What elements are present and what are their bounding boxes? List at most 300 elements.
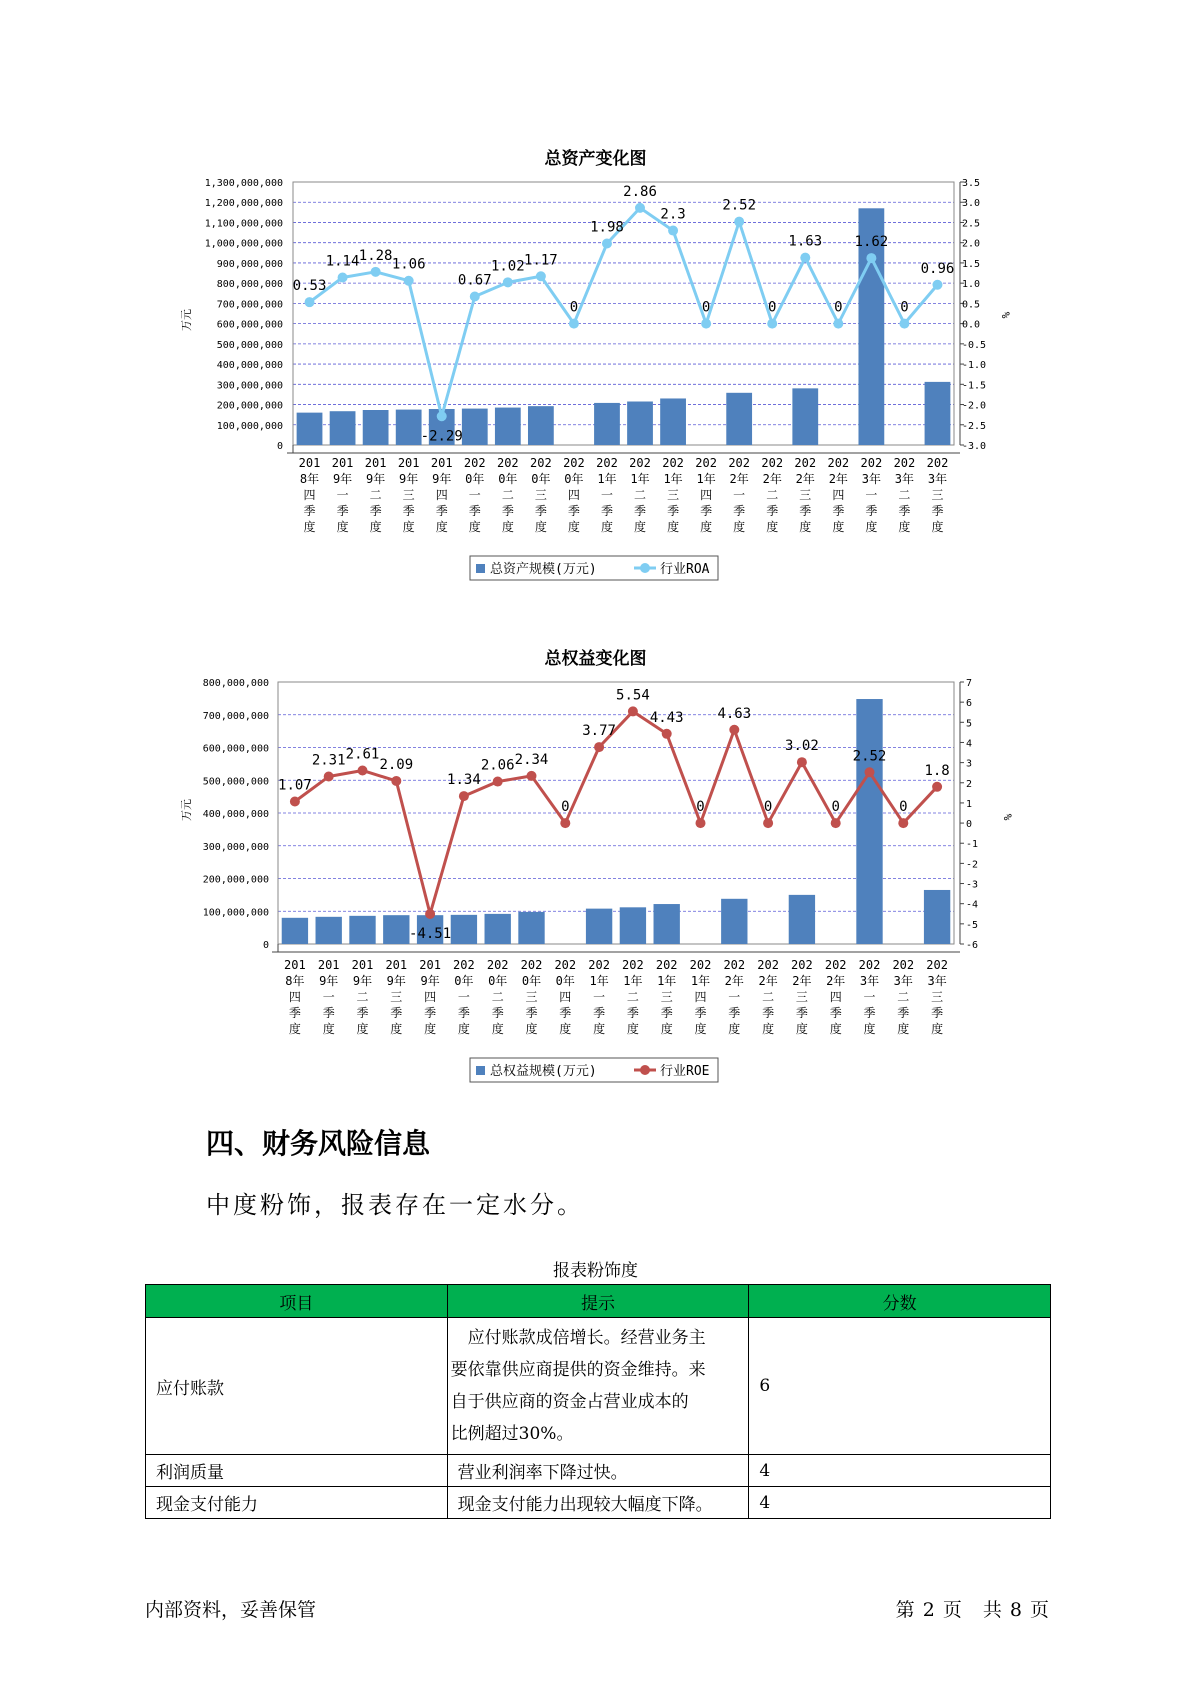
bar [383,915,409,944]
bar [462,409,488,445]
y-tick-label-right: -2 [966,859,979,871]
line-point [668,226,678,236]
x-tick-label: 202 [596,456,618,470]
y-tick-label-right: -1.0 [962,360,987,372]
y-tick-label-left: 600,000,000 [202,743,269,755]
line-point [459,791,469,801]
x-tick-label: 度 [832,520,845,534]
data-label: 1.14 [325,253,360,270]
bar [856,699,882,944]
x-tick-label: 度 [525,1022,538,1036]
data-label: 0 [834,299,843,316]
x-tick-label: 四 [832,488,845,502]
bar [528,406,554,445]
x-tick-label: 度 [733,520,746,534]
table-header-score: 分数 [749,1285,1051,1318]
data-label: 1.07 [278,777,312,794]
y-axis-label-left: 万元 [180,799,193,821]
y-tick-label-left: 500,000,000 [202,776,269,788]
x-tick-label: 202 [791,958,813,972]
y-tick-label-right: -4 [966,899,979,911]
data-label: 0 [569,299,579,316]
data-label: 0.96 [920,260,955,277]
x-tick-label: 三 [795,990,808,1004]
x-tick-label: 一 [593,990,606,1004]
bar [485,914,511,944]
line-point [833,319,843,329]
line-point [899,319,909,329]
x-tick-label: 季 [795,1006,808,1020]
x-tick-label: 202 [655,958,678,972]
x-tick-label: 202 [520,958,543,972]
x-tick-label: 度 [435,520,448,534]
section-heading: 四、财务风险信息 [206,1127,431,1160]
x-tick-label: 三 [390,990,403,1004]
line-point [404,276,414,286]
line-point [290,797,300,807]
bar [495,408,521,445]
legend-label-bar: 总资产规模(万元) [490,562,597,577]
x-tick-label: 9年 [352,974,373,988]
x-tick-label: 季 [356,1006,369,1020]
x-tick-label: 度 [799,520,812,534]
x-tick-label: 季 [694,1006,707,1020]
x-tick-label: 季 [863,1006,876,1020]
x-tick-label: 3年 [927,472,948,486]
x-tick-label: 季 [829,1006,842,1020]
x-tick-label: 3年 [893,974,913,988]
y-tick-label-right: -1.5 [962,380,987,392]
x-tick-label: 一 [322,990,335,1004]
x-tick-label: 201 [419,958,441,972]
data-label: 1.62 [854,234,889,251]
x-tick-label: 2年 [758,974,778,988]
x-tick-label: 度 [390,1022,403,1036]
line-point [763,818,773,828]
x-tick-label: 度 [863,1022,876,1036]
bar [789,895,815,944]
x-tick-label: 季 [390,1006,403,1020]
data-label: -4.51 [409,925,452,942]
bar [297,413,323,445]
x-tick-label: 202 [463,456,486,470]
data-label: -2.29 [420,428,463,445]
x-tick-label: 季 [799,504,812,518]
x-tick-label: 202 [892,958,915,972]
x-tick-label: 202 [695,456,717,470]
x-tick-label: 一 [733,488,746,502]
y-tick-label-right: 5 [966,718,973,730]
x-tick-label: 季 [865,504,878,518]
x-tick-label: 0年 [488,974,508,988]
line-point [866,253,876,263]
x-tick-label: 度 [660,1022,673,1036]
y-tick-label-right: -3.0 [962,441,987,452]
table-cell-hint: 营业利润率下降过快。 [447,1455,749,1487]
x-tick-label: 季 [567,504,580,518]
data-label: 1.17 [524,252,558,269]
x-tick-label: 季 [559,1006,572,1020]
y-tick-label-right: 0.0 [962,319,981,331]
x-tick-label: 度 [865,520,878,534]
x-tick-label: 202 [893,456,916,470]
bar [726,393,752,445]
x-tick-label: 度 [457,1022,470,1036]
x-tick-label: 9年 [319,974,339,988]
table-row [146,1455,1051,1487]
hint-line: 要依靠供应商提供的资金维持。来 [450,1360,706,1380]
x-tick-label: 0年 [564,472,584,486]
x-tick-label: 0年 [555,974,575,988]
x-tick-label: 度 [626,1022,639,1036]
data-label: 3.77 [582,723,616,740]
y-tick-label-left: 400,000,000 [202,809,269,820]
x-tick-label: 度 [667,520,680,534]
y-tick-label-right: 2.0 [962,238,981,250]
x-tick-label: 一 [600,488,613,502]
bar [792,388,818,445]
y-tick-label-right: -6 [966,940,979,951]
chart-title-total-assets: 总资产变化图 [544,149,647,169]
x-tick-label: 二 [491,990,504,1004]
x-tick-label: 度 [402,520,415,534]
bar [330,411,356,445]
data-label: 2.52 [852,748,887,765]
legend-swatch-point [640,563,650,573]
line-point [437,411,447,421]
x-tick-label: 四 [288,990,301,1004]
y-tick-label-right: -5 [966,919,979,931]
x-tick-label: 202 [662,456,684,470]
line-point [560,818,570,828]
x-tick-label: 二 [766,488,779,502]
table-cell-item: 利润质量 [146,1455,448,1487]
x-tick-label: 二 [634,488,647,502]
x-tick-label: 一 [468,488,481,502]
x-tick-label: 202 [824,958,847,972]
bar [594,403,620,445]
y-axis-label-right: % [1001,813,1014,821]
legend-label-bar: 总权益规模(万元) [490,1064,597,1079]
data-label: 1.8 [924,762,950,779]
y-tick-label-left: 600,000,000 [216,319,283,331]
x-tick-label: 2年 [762,472,782,486]
data-label: 0 [696,799,705,816]
line-point [425,909,435,919]
line-point [635,203,645,213]
x-tick-label: 四 [700,488,713,502]
risk-table [145,1284,1051,1519]
line-point [734,217,744,227]
x-tick-label: 度 [369,520,382,534]
x-tick-label: 1年 [630,472,650,486]
x-tick-label: 一 [865,488,878,502]
y-tick-label-left: 700,000,000 [216,299,283,311]
x-tick-label: 二 [501,488,514,502]
table-caption: 报表粉饰度 [553,1261,638,1281]
section-summary: 中度粉饰，报表存在一定水分。 [206,1191,584,1219]
x-tick-label: 202 [926,958,948,972]
table-header-row [146,1285,1051,1318]
data-label: 2.31 [311,752,346,769]
x-tick-label: 二 [898,488,911,502]
line-point [932,782,942,792]
series-line [310,208,938,416]
x-tick-label: 一 [728,990,741,1004]
y-tick-label-left: 200,000,000 [216,400,283,412]
x-tick-label: 度 [766,520,779,534]
x-tick-label: 度 [424,1022,437,1036]
table-row [146,1318,1051,1455]
x-tick-label: 季 [424,1006,437,1020]
x-tick-label: 201 [430,456,453,470]
x-tick-label: 季 [762,1006,775,1020]
x-tick-label: 季 [700,504,713,518]
line-point [696,818,706,828]
y-tick-label-right: 7 [966,678,973,689]
y-tick-label-right: -0.5 [962,339,987,351]
x-tick-label: 度 [567,520,580,534]
x-tick-label: 二 [762,990,775,1004]
x-tick-label: 3年 [927,974,947,988]
x-tick-label: 201 [284,958,306,972]
y-tick-label-right: -1 [966,839,979,851]
x-tick-label: 1年 [696,472,716,486]
y-tick-label-right: 1.5 [962,258,981,270]
y-tick-label-left: 300,000,000 [202,841,269,853]
x-tick-label: 201 [385,958,408,972]
legend-swatch-bar [476,564,485,573]
data-label: 2.86 [623,183,657,200]
x-tick-label: 2年 [724,974,744,988]
x-tick-label: 季 [766,504,779,518]
line-point [305,297,315,307]
data-label: 3.02 [785,738,819,755]
y-tick-label-right: 1.0 [962,279,981,291]
y-tick-label-left: 300,000,000 [216,380,283,392]
x-tick-label: 季 [288,1006,301,1020]
legend-label-line: 行业ROA [660,562,710,577]
x-tick-label: 202 [860,456,883,470]
x-tick-label: 二 [897,990,910,1004]
x-tick-label: 度 [931,520,944,534]
x-tick-label: 202 [530,456,552,470]
x-tick-label: 度 [322,1022,335,1036]
x-tick-label: 度 [700,520,713,534]
x-tick-label: 二 [356,990,369,1004]
x-tick-label: 四 [567,488,580,502]
line-point [797,757,807,767]
line-point [800,253,810,263]
y-tick-label-right: 6 [966,698,973,710]
y-tick-label-right: 3.5 [962,178,981,189]
x-tick-label: 季 [322,1006,335,1020]
x-tick-label: 一 [863,990,876,1004]
line-point [831,818,841,828]
x-tick-label: 9年 [332,472,353,486]
x-tick-label: 度 [288,1022,301,1036]
x-tick-label: 四 [694,990,707,1004]
y-tick-label-left: 500,000,000 [216,339,283,351]
x-tick-label: 季 [501,504,514,518]
bar [627,402,653,445]
table-cell-hint [447,1318,749,1455]
x-tick-label: 202 [453,958,475,972]
y-tick-label-right: 3.0 [962,198,981,210]
data-label: 0 [701,299,711,316]
x-tick-label: 季 [402,504,415,518]
y-tick-label-right: 3 [966,758,973,770]
line-point [338,272,348,282]
y-axis-label-right: % [999,311,1012,319]
data-label: 2.3 [660,206,686,223]
line-point [527,771,537,781]
x-tick-label: 9年 [386,974,406,988]
bar [451,915,477,944]
x-tick-label: 四 [424,990,437,1004]
data-label: 0 [768,299,777,316]
x-tick-label: 季 [525,1006,538,1020]
x-tick-label: 度 [559,1022,572,1036]
y-tick-label-right: -2.0 [962,400,987,412]
data-label: 1.34 [447,772,481,789]
data-label: 1.63 [788,233,823,250]
y-tick-label-right: -3 [966,879,979,891]
y-tick-label-left: 1,100,000,000 [204,218,283,230]
x-tick-label: 9年 [366,472,386,486]
x-tick-label: 度 [795,1022,808,1036]
legend-label-line: 行业ROE [660,1064,710,1079]
bar [925,382,951,445]
x-tick-label: 度 [634,520,647,534]
y-tick-label-left: 1,200,000,000 [204,198,283,210]
x-tick-label: 1年 [690,974,711,988]
x-tick-label: 四 [559,990,572,1004]
x-tick-label: 度 [897,1022,910,1036]
x-tick-label: 度 [501,520,514,534]
x-tick-label: 季 [336,504,349,518]
x-tick-label: 度 [303,520,316,534]
legend-swatch-bar [476,1066,485,1075]
x-tick-label: 201 [364,456,387,470]
y-tick-label-left: 700,000,000 [202,710,269,722]
data-label: 1.98 [590,219,624,236]
bar [282,918,308,944]
x-tick-label: 202 [858,958,881,972]
y-tick-label-left: 400,000,000 [216,360,283,372]
x-tick-label: 一 [457,990,470,1004]
x-tick-label: 201 [397,456,420,470]
y-tick-label-right: -2.5 [962,420,987,432]
x-tick-label: 季 [534,504,547,518]
x-tick-label: 度 [468,520,481,534]
x-tick-label: 3年 [894,472,915,486]
x-tick-label: 202 [728,456,751,470]
data-label: 1.28 [358,247,393,264]
data-label: 0 [900,299,909,316]
x-tick-label: 三 [799,488,812,502]
x-tick-label: 季 [667,504,680,518]
bar [363,410,389,445]
data-label: 2.34 [514,751,549,768]
x-tick-label: 三 [667,488,680,502]
x-tick-label: 度 [534,520,547,534]
table-cell-item: 现金支付能力 [146,1487,448,1519]
line-point [569,319,579,329]
x-tick-label: 度 [728,1022,741,1036]
x-tick-label: 度 [829,1022,842,1036]
x-tick-label: 202 [761,456,784,470]
x-tick-label: 9年 [432,472,452,486]
bar [654,904,680,944]
data-label: 1.02 [490,258,525,275]
x-tick-label: 三 [931,488,944,502]
line-point [865,767,875,777]
table-cell-item: 应付账款 [146,1318,448,1455]
data-label: 1.06 [391,256,426,273]
x-tick-label: 季 [600,504,613,518]
x-tick-label: 二 [626,990,639,1004]
x-tick-label: 201 [351,958,374,972]
data-label: 2.09 [379,756,414,773]
bar [660,398,686,445]
y-tick-label-right: 1 [966,798,973,810]
line-point [536,271,546,281]
x-tick-label: 2年 [729,472,749,486]
x-tick-label: 1年 [597,472,617,486]
x-tick-label: 8年 [285,974,305,988]
x-tick-label: 2年 [826,974,846,988]
bar [586,909,612,944]
line-point [662,729,672,739]
data-label: 4.43 [649,709,684,726]
table-header-hint: 提示 [447,1285,749,1318]
table-row [146,1487,1051,1519]
x-tick-label: 度 [600,520,613,534]
x-tick-label: 度 [593,1022,606,1036]
x-tick-label: 1年 [657,974,677,988]
x-tick-label: 度 [356,1022,369,1036]
chart-title-total-equity: 总权益变化图 [544,649,647,669]
x-tick-label: 季 [733,504,746,518]
line-point [729,725,739,735]
hint-line: 应付账款成倍增长。经营业务主 [450,1328,706,1348]
line-point [503,277,513,287]
x-tick-label: 2年 [828,472,848,486]
y-tick-label-right: 0.5 [962,299,981,311]
data-label: 4.63 [717,705,752,722]
y-tick-label-left: 800,000,000 [202,678,269,689]
data-label: 0.53 [292,278,327,295]
x-tick-label: 202 [689,958,712,972]
y-tick-label-left: 0 [276,441,283,452]
line-point [932,280,942,290]
x-tick-label: 度 [762,1022,775,1036]
x-tick-label: 季 [303,504,316,518]
x-tick-label: 0年 [531,472,551,486]
x-tick-label: 季 [491,1006,504,1020]
bar [518,912,544,944]
data-label: 2.61 [345,746,380,763]
line-point [602,239,612,249]
bar [620,907,646,944]
x-tick-label: 季 [728,1006,741,1020]
total-equity-chart-svg [0,672,1191,1092]
total-assets-chart [0,170,1191,594]
line-point [391,776,401,786]
line-point [594,742,604,752]
x-tick-label: 202 [554,958,577,972]
